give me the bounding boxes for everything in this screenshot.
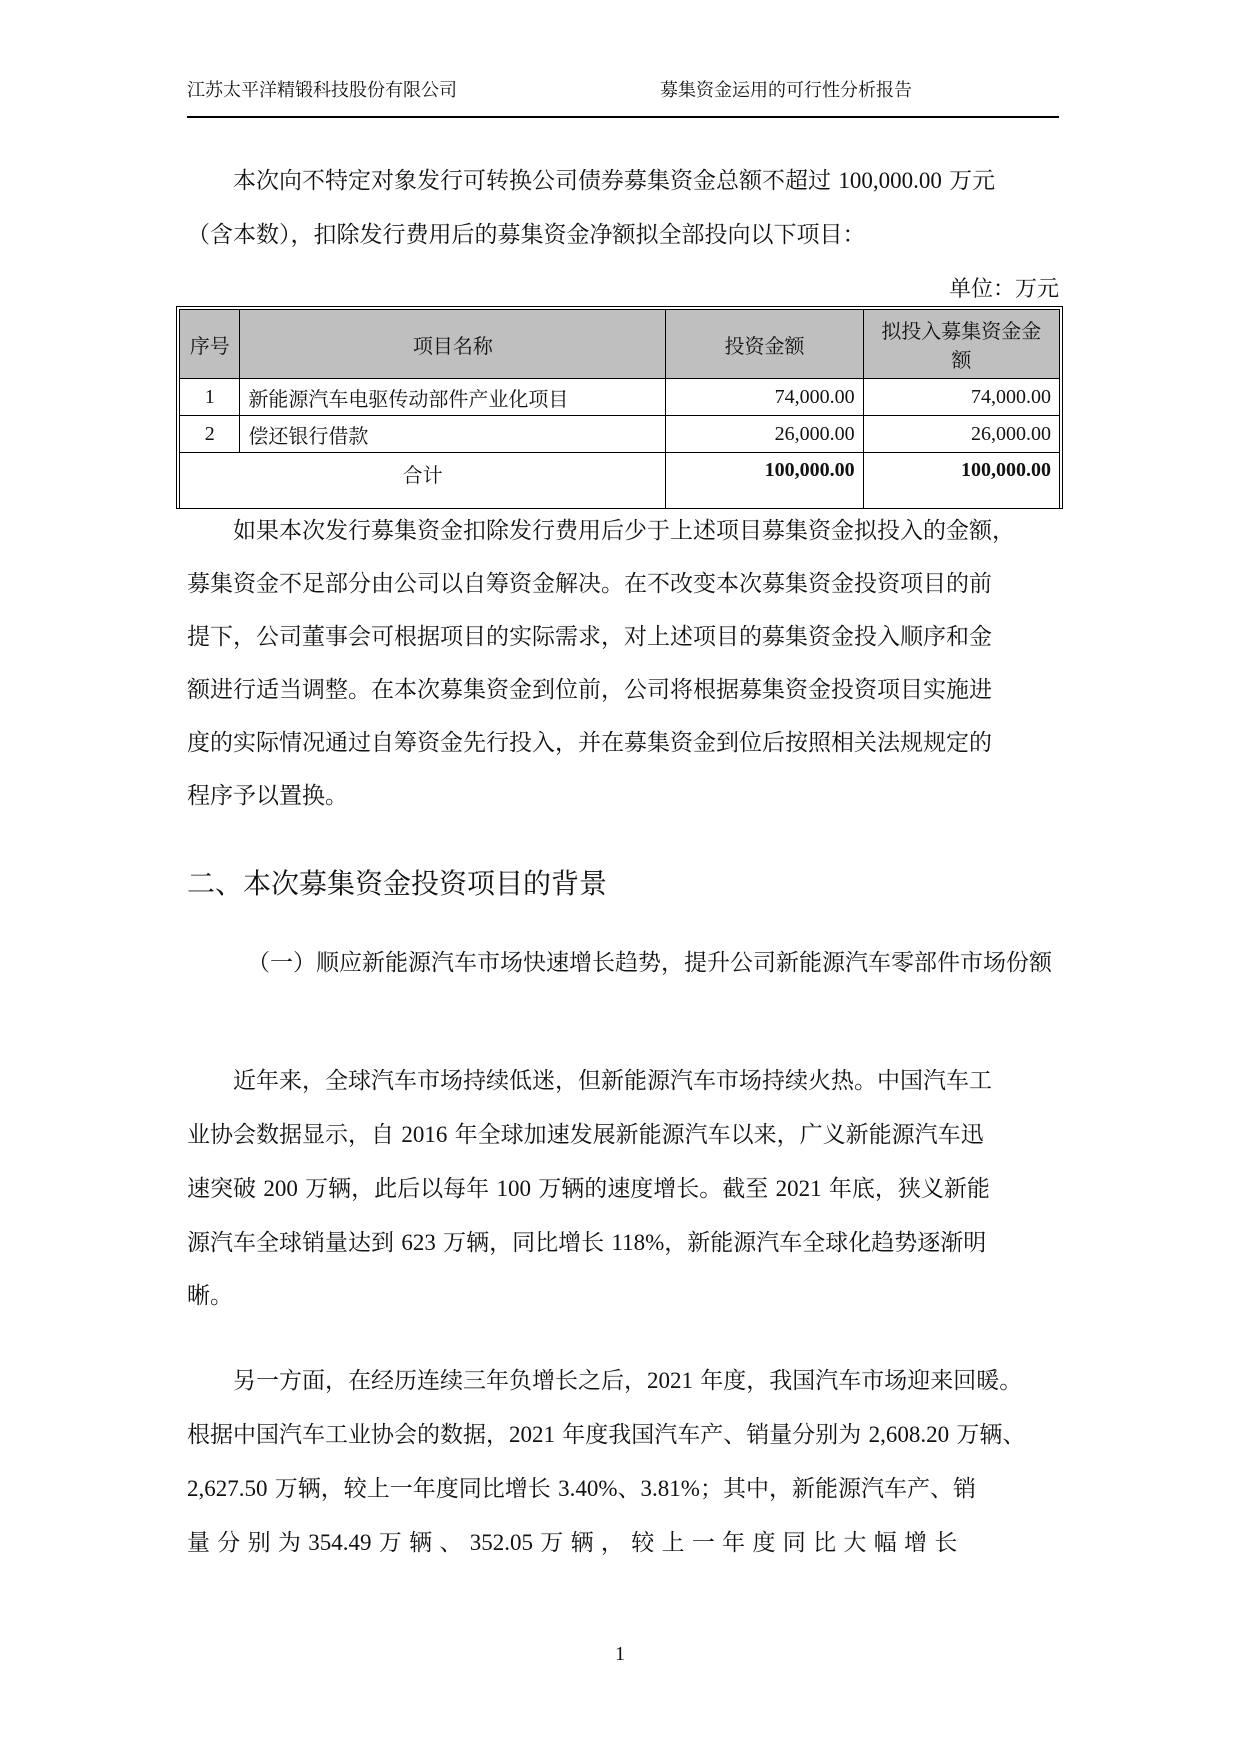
- header-company: 江苏太平洋精锻科技股份有限公司: [187, 80, 457, 101]
- unit-label: 单位：万元: [948, 277, 1059, 302]
- page-header: [187, 76, 1059, 118]
- row-index: 2: [180, 416, 240, 453]
- market-paragraph: 近年来，全球汽车市场持续低迷，但新能源汽车市场持续火热。中国汽车工 业协会数据显示，自 2016 年全球加速发展新能源汽车以来，广义新能源汽车迅 速突破 200 万辆，此后以每年 100 万辆的速度增长。截至 2021 年底，狭义新能 源汽车全球销量达到 623 万辆，同比增长 118%，新能源汽车全球化趋势逐渐明 晰。: [187, 1068, 992, 1309]
- row-project-name: 偿还银行借款: [240, 416, 666, 453]
- table-header-row: [180, 310, 1060, 379]
- subsection-heading: （一）顺应新能源汽车市场快速增长趋势，提升公司新能源汽车零部件市场份额: [247, 950, 1052, 976]
- project-table: [176, 306, 1063, 509]
- row-project-name: 新能源汽车电驱传动部件产业化项目: [240, 379, 666, 416]
- col-header-invest: 投资金额: [666, 310, 863, 379]
- row-invest-amount: 26,000.00: [666, 416, 863, 453]
- table-row: [180, 416, 1060, 453]
- row-raised-amount: 26,000.00: [863, 416, 1059, 453]
- total-invest-amount: 100,000.00: [666, 453, 863, 509]
- page-number: 1: [615, 1643, 625, 1665]
- header-report-title: 募集资金运用的可行性分析报告: [660, 80, 912, 101]
- intro-line-2: （含本数），扣除发行费用后的募集资金净额拟全部投向以下项目：: [187, 222, 866, 248]
- total-raised-amount: 100,000.00: [863, 453, 1059, 509]
- intro-paragraph: [187, 154, 1059, 262]
- intro-line-1: 本次向不特定对象发行可转换公司债券募集资金总额不超过 100,000.00 万元: [233, 168, 996, 194]
- row-index: 1: [180, 379, 240, 416]
- col-header-raised: 拟投入募集资金金额: [863, 310, 1059, 379]
- col-header-index: 序号: [180, 310, 240, 379]
- section-heading: 二、本次募集资金投资项目的背景: [187, 867, 608, 900]
- row-invest-amount: 74,000.00: [666, 379, 863, 416]
- table-row: [180, 379, 1060, 416]
- total-label: 合计: [180, 453, 666, 509]
- table-total-row: [180, 453, 1060, 509]
- col-header-name: 项目名称: [240, 310, 666, 379]
- row-raised-amount: 74,000.00: [863, 379, 1059, 416]
- domestic-market-paragraph: 另一方面，在经历连续三年负增长之后，2021 年度，我国汽车市场迎来回暖。 根据中国汽车工业协会的数据，2021 年度我国汽车产、销量分别为 2,608.20 万辆、 2,627.50 万辆，较上一年度同比增长 3.40%、3.81%；其中，新能源汽车产、销 量 分 别 为 354.49 万 辆 、 352.05 万 辆 ， 较 上 一 年 度 同 比 大 幅 增 长: [187, 1368, 1026, 1556]
- funding-paragraph: 如果本次发行募集资金扣除发行费用后少于上述项目募集资金拟投入的金额， 募集资金不足部分由公司以自筹资金解决。在不改变本次募集资金投资项目的前 提下，公司董事会可根据项目的实际需求，对上述项目的募集资金投入顺序和金 额进行适当调整。在本次募集资金到位前，公司将根据募集资金投资项目实施进 度的实际情况通过自筹资金先行投入，并在募集资金到位后按照相关法规规定的 程序予以置换。: [187, 518, 1015, 809]
